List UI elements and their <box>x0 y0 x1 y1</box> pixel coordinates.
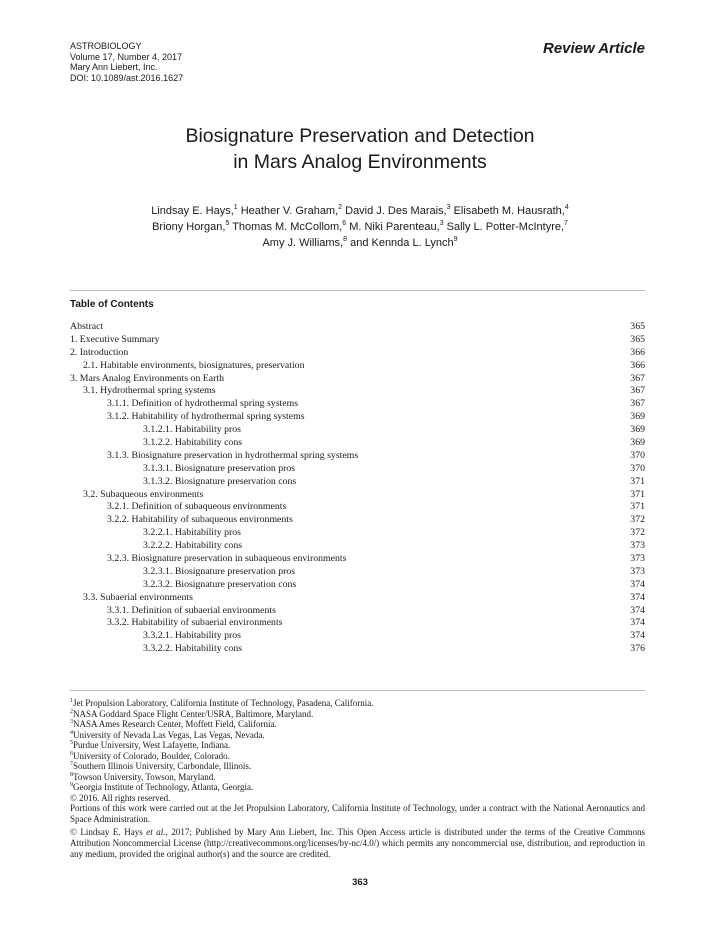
toc-entry-page: 366 <box>630 359 645 371</box>
toc-entry-page: 373 <box>630 565 645 577</box>
toc-entry[interactable] <box>70 592 645 605</box>
toc-entry[interactable] <box>70 643 645 656</box>
toc-entry[interactable] <box>70 347 645 360</box>
affiliation-text: Purdue University, West Lafayette, Indiana. <box>73 740 231 750</box>
affiliation-number: 9 <box>70 782 73 788</box>
toc-entry-label: 3.2.3. Biosignature preservation in subaqueous environments <box>107 553 347 565</box>
toc-entry-label: 3.1.3. Biosignature preservation in hydrothermal spring systems <box>107 449 359 461</box>
copyright-notice: © 2016. All rights reserved. <box>70 792 171 803</box>
toc-entry[interactable] <box>70 553 645 566</box>
toc-entry-page: 365 <box>630 321 645 332</box>
author-line-1 <box>0 203 720 219</box>
author-affiliation-marker: 9 <box>453 236 458 243</box>
affiliation-footnote <box>70 772 645 783</box>
affiliation-number: 3 <box>70 719 73 725</box>
toc-entry-label: 3.1.1. Definition of hydrothermal spring systems <box>107 398 299 410</box>
table-of-contents <box>70 321 645 656</box>
affiliation-text: Towson University, Towson, Maryland. <box>73 771 216 782</box>
author-name: and Kennda L. Lynch <box>350 237 454 249</box>
toc-entry-page: 371 <box>630 501 645 513</box>
author-affiliation-marker: 8 <box>343 236 348 243</box>
toc-entry-page: 374 <box>630 591 645 603</box>
toc-entry[interactable] <box>70 373 645 386</box>
toc-entry[interactable] <box>70 605 645 618</box>
affiliation-footnote <box>70 719 645 730</box>
toc-entry[interactable] <box>70 321 645 334</box>
author-name: Amy J. Williams, <box>262 237 344 249</box>
author-affiliation-marker: 6 <box>342 220 347 227</box>
toc-entry-label: 3.2.2.1. Habitability pros <box>143 527 241 539</box>
toc-entry-page: 371 <box>630 475 645 487</box>
license-notice <box>70 827 645 860</box>
author-name: Thomas M. McCollom, <box>232 221 343 233</box>
toc-entry-label: 3.2.2. Habitability of subaqueous environments <box>107 514 293 526</box>
affiliation-number: 7 <box>70 761 73 767</box>
toc-entry-page: 371 <box>630 488 645 500</box>
affiliation-text: Georgia Institute of Technology, Atlanta, Georgia. <box>73 782 254 792</box>
toc-entry[interactable] <box>70 398 645 411</box>
author-affiliation-marker: 2 <box>338 204 343 211</box>
toc-entry-label: 1. Executive Summary <box>70 333 160 345</box>
author-name: Briony Horgan, <box>152 221 226 233</box>
journal-publisher: Mary Ann Liebert, Inc. <box>70 62 158 72</box>
toc-entry[interactable] <box>70 579 645 592</box>
toc-entry-label: 3.3.1. Definition of subaerial environments <box>107 604 276 616</box>
toc-entry-page: 369 <box>630 437 645 449</box>
toc-entry-page: 373 <box>630 540 645 552</box>
toc-entry-page: 374 <box>630 578 645 590</box>
author-affiliation-marker: 5 <box>225 220 230 227</box>
affiliation-text: Jet Propulsion Laboratory, California Institute of Technology, Pasadena, California. <box>73 698 374 708</box>
toc-entry-label: 3.1.2.2. Habitability cons <box>143 437 243 449</box>
author-affiliation-marker: 1 <box>233 204 238 211</box>
affiliation-text: NASA Ames Research Center, Moffett Field, California. <box>73 719 277 729</box>
affiliation-footnote <box>70 751 645 762</box>
author-affiliation-marker: 3 <box>446 204 451 211</box>
toc-entry-label: 3.2.1. Definition of subaqueous environments <box>107 501 287 513</box>
affiliation-number: 5 <box>70 740 73 746</box>
title-line-1: Biosignature Preservation and Detection <box>185 125 535 147</box>
author-affiliation-marker: 4 <box>564 204 569 211</box>
affiliation-number: 8 <box>70 771 73 778</box>
toc-entry-page: 374 <box>630 604 645 616</box>
toc-entry-page: 374 <box>630 617 645 629</box>
journal-volume: Volume 17, Number 4, 2017 <box>70 51 183 62</box>
toc-entry[interactable] <box>70 334 645 347</box>
toc-entry-label: 3.1.3.2. Biosignature preservation cons <box>143 475 297 487</box>
author-name: Elisabeth M. Hausrath, <box>453 205 565 217</box>
toc-heading: Table of Contents <box>70 299 154 310</box>
page-number: 363 <box>352 877 368 888</box>
toc-entry-page: 370 <box>630 462 645 474</box>
toc-entry-label: 3.3.2.1. Habitability pros <box>143 630 241 642</box>
toc-entry-page: 370 <box>630 449 645 461</box>
author-line-3 <box>0 235 720 251</box>
toc-entry-label: 3.3. Subaerial environments <box>83 591 193 603</box>
author-name: Lindsay E. Hays, <box>151 205 234 217</box>
toc-entry-label: 3. Mars Analog Environments on Earth <box>70 372 225 384</box>
toc-entry[interactable] <box>70 566 645 579</box>
toc-divider <box>70 290 645 291</box>
affiliation-text: University of Colorado, Boulder, Colorado. <box>73 750 230 761</box>
affiliation-number: 1 <box>70 698 73 704</box>
toc-entry-page: 367 <box>630 372 645 384</box>
article-type-label: Review Article <box>543 40 645 57</box>
title-line-2: in Mars Analog Environments <box>233 151 487 173</box>
affiliation-footnote <box>70 698 645 709</box>
affiliation-text: University of Nevada Las Vegas, Las Vegas, Nevada. <box>73 729 265 740</box>
license-text: , 2017; Published by Mary Ann Liebert, Inc. This Open Access article is distributed under the terms of the Creative Commons Attribution Noncommercial License (http://creativecommons.org/licenses/by-nc/4.0/) which permits any noncommercial use, distribution, and reproduction in any medium, provided the original author(s) and the source are credited. <box>70 827 645 859</box>
affiliation-footnote <box>70 730 645 741</box>
author-name: David J. Des Marais, <box>345 205 447 217</box>
toc-entry[interactable] <box>70 437 645 450</box>
toc-entry-label: 3.3.2. Habitability of subaerial environments <box>107 617 283 629</box>
paper-title <box>0 123 720 175</box>
affiliation-footnote <box>70 782 645 793</box>
toc-entry-page: 369 <box>630 424 645 436</box>
toc-entry-label: 3.1.2.1. Habitability pros <box>143 424 241 436</box>
toc-entry[interactable] <box>70 450 645 463</box>
author-name: Sally L. Potter-McIntyre, <box>446 221 565 233</box>
author-affiliation-marker: 3 <box>439 220 444 227</box>
toc-entry[interactable] <box>70 463 645 476</box>
toc-entry-label: 3.1.3.1. Biosignature preservation pros <box>143 462 296 474</box>
toc-entry[interactable] <box>70 424 645 437</box>
affiliation-number: 6 <box>70 750 73 757</box>
affiliation-footnote <box>70 740 645 751</box>
affiliation-footnote <box>70 709 645 720</box>
toc-entry-page: 372 <box>630 527 645 539</box>
toc-entry[interactable] <box>70 630 645 643</box>
toc-entry-page: 366 <box>630 346 645 358</box>
journal-name: ASTROBIOLOGY <box>70 41 142 51</box>
author-line-2 <box>0 219 720 235</box>
toc-entry[interactable] <box>70 411 645 424</box>
footnotes <box>70 698 645 824</box>
affiliation-number: 2 <box>70 708 73 715</box>
toc-entry-page: 369 <box>630 411 645 423</box>
toc-entry-label: 3.1.2. Habitability of hydrothermal spring systems <box>107 411 305 423</box>
toc-entry-label: 3.2.2.2. Habitability cons <box>143 540 243 552</box>
toc-entry-label: 3.2. Subaqueous environments <box>83 488 204 500</box>
toc-entry[interactable] <box>70 540 645 553</box>
toc-entry-page: 372 <box>630 514 645 526</box>
footnote-divider <box>70 690 645 691</box>
toc-entry-label: 3.1. Hydrothermal spring systems <box>83 385 216 397</box>
toc-entry-label: 3.3.2.2. Habitability cons <box>143 643 243 655</box>
toc-entry[interactable] <box>70 527 645 540</box>
toc-entry[interactable] <box>70 385 645 398</box>
toc-entry-page: 367 <box>630 385 645 397</box>
toc-entry[interactable] <box>70 617 645 630</box>
toc-entry-label: Abstract <box>70 321 104 332</box>
affiliation-list <box>70 698 645 793</box>
funding-note: Portions of this work were carried out at the Jet Propulsion Laboratory, California Institute of Technology, under a contract with the National Aeronautics and Space Administration. <box>70 803 645 824</box>
author-list <box>0 203 720 251</box>
toc-entry[interactable] <box>70 514 645 527</box>
toc-entry-page: 365 <box>630 333 645 345</box>
toc-entry[interactable] <box>70 501 645 514</box>
affiliation-text: Southern Illinois University, Carbondale, Illinois. <box>73 761 252 771</box>
author-affiliation-marker: 7 <box>564 220 568 227</box>
affiliation-footnote <box>70 761 645 772</box>
license-prefix: © Lindsay E. Hays <box>70 827 147 837</box>
toc-entry[interactable] <box>70 489 645 502</box>
toc-entry-page: 367 <box>630 398 645 410</box>
toc-entry-label: 2.1. Habitable environments, biosignatures, preservation <box>83 359 305 371</box>
affiliation-text: NASA Goddard Space Flight Center/USRA, Baltimore, Maryland. <box>73 708 314 719</box>
toc-entry[interactable] <box>70 476 645 489</box>
license-etal: et al. <box>146 827 166 837</box>
toc-entry-page: 376 <box>630 643 645 655</box>
journal-doi[interactable]: DOI: 10.1089/ast.2016.1627 <box>70 72 184 83</box>
toc-entry-page: 374 <box>630 630 645 642</box>
author-name: Heather V. Graham, <box>240 205 339 217</box>
toc-entry-label: 2. Introduction <box>70 346 129 358</box>
affiliation-number: 4 <box>70 729 73 736</box>
toc-entry-label: 3.2.3.1. Biosignature preservation pros <box>143 565 296 577</box>
toc-entry[interactable] <box>70 360 645 373</box>
toc-entry-label: 3.2.3.2. Biosignature preservation cons <box>143 578 297 590</box>
journal-info <box>70 41 183 83</box>
author-name: M. Niki Parenteau, <box>349 221 440 233</box>
toc-entry-page: 373 <box>630 553 645 565</box>
